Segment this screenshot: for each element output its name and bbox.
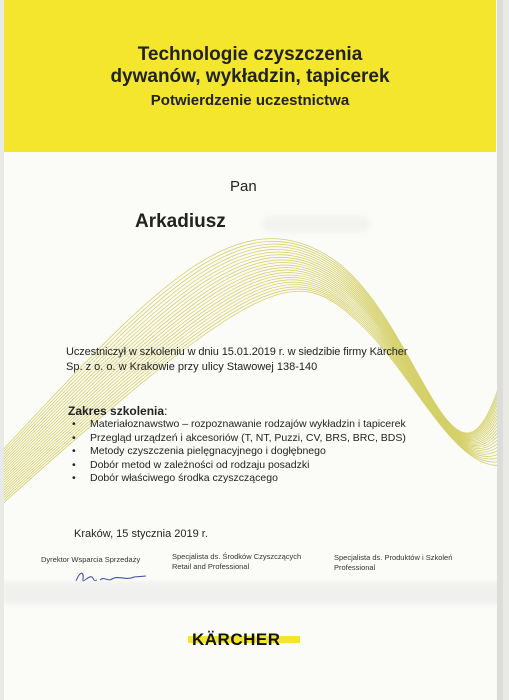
signatory-1-title (41, 555, 140, 565)
body-text-line-2: Sp. z o. o. w Krakowie przy ulicy Stawowej 138-140 (66, 361, 318, 373)
page-edge-shadow (497, 0, 503, 700)
karcher-logo: KÄRCHER (192, 630, 281, 649)
list-item: • Materiałoznawstwo – rozpoznawanie rodzajów wykładzin i tapicerek (72, 418, 406, 432)
scope-heading-colon: : (164, 404, 168, 418)
signatory-3-line2: Professional (334, 563, 376, 572)
list-item: • Dobór właściwego środka czyszczącego (72, 472, 406, 486)
title-line-1: Technologie czyszczenia (137, 44, 363, 65)
subtitle: Potwierdzenie uczestnictwa (150, 92, 350, 109)
body-text-line-1: Uczestniczył w szkoleniu w dniu 15.01.2019 r. w siedzibie firmy Kärcher (66, 346, 408, 358)
salutation: Pan (230, 178, 257, 195)
scope-heading-text: Zakres szkolenia (68, 404, 165, 418)
certificate-page (4, 0, 503, 700)
signatory-2-line1: Specjalista ds. Środków Czyszczących (172, 552, 302, 561)
signatory-2-line2: Retail and Professional (172, 562, 250, 571)
signatory-3-line1: Specjalista ds. Produktów i Szkoleń (334, 553, 453, 562)
signatory-3-title (334, 553, 452, 573)
list-item: • Przegląd urządzeń i akcesoriów (T, NT, Puzzi, CV, BRS, BRC, BDS) (72, 432, 406, 446)
scope-heading (68, 404, 167, 418)
list-item: • Metody czyszczenia pielęgnacyjnego i dogłębnego (72, 445, 406, 459)
signatory-2-title (172, 552, 301, 572)
redacted-surname (262, 216, 370, 232)
topics-list (72, 418, 406, 486)
place-and-date: Kraków, 15 stycznia 2019 r. (74, 528, 208, 540)
signatory-1-line1: Dyrektor Wsparcia Sprzedaży (41, 555, 141, 564)
faded-signature-stripe (4, 582, 503, 604)
list-item: • Dobór metod w zależności od rodzaju posadzki (72, 459, 406, 473)
recipient-name: Arkadiusz (135, 211, 226, 232)
title-line-2: dywanów, wykładzin, tapicerek (110, 66, 390, 87)
